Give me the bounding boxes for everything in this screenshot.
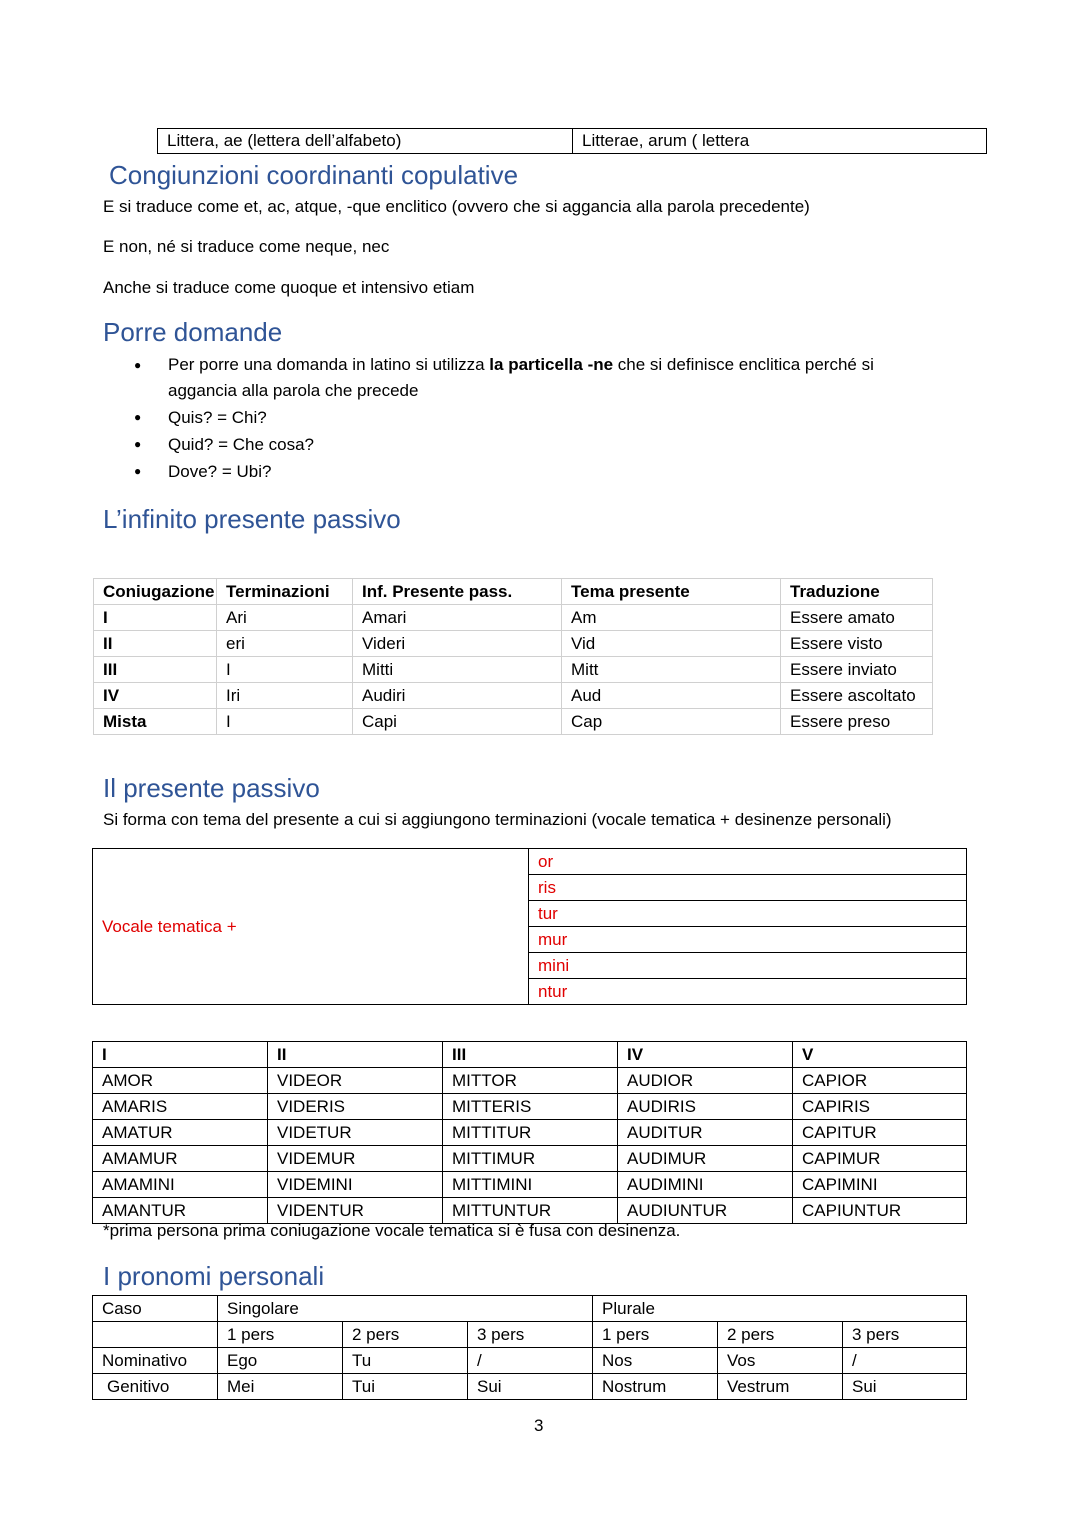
table-cell: AMARIS: [93, 1094, 268, 1120]
question-list: [102, 352, 1002, 485]
table-cell: I: [217, 709, 353, 735]
table-cell: AMOR: [93, 1068, 268, 1094]
table-cell: VIDENTUR: [268, 1198, 443, 1224]
table-cell: 2 pers: [343, 1322, 468, 1348]
table-cell: Essere amato: [781, 605, 933, 631]
table-cell: Iri: [217, 683, 353, 709]
table-header-row: [93, 1042, 967, 1068]
table-cell: Genitivo: [93, 1374, 218, 1400]
table-cell: CAPIUNTUR: [793, 1198, 967, 1224]
bold-phrase: la particella -ne: [489, 355, 614, 374]
table-cell: AUDIUNTUR: [618, 1198, 793, 1224]
paragraph: E si traduce come et, ac, atque, -que enclitico (ovvero che si aggancia alla parola precedente): [103, 197, 810, 216]
table-cell: AMATUR: [93, 1120, 268, 1146]
desinenza-cell: ris: [529, 875, 967, 901]
column-header: IV: [618, 1042, 793, 1068]
table-cell: Ari: [217, 605, 353, 631]
column-header: II: [268, 1042, 443, 1068]
table-cell: Essere visto: [781, 631, 933, 657]
table-cell: /: [468, 1348, 593, 1374]
word-pair-table: [157, 128, 987, 154]
column-header: V: [793, 1042, 967, 1068]
table-row: [93, 1348, 967, 1374]
list-item: ● Dove? = Ubi?: [102, 458, 1002, 485]
table-cell: Amari: [353, 605, 562, 631]
table-cell: Audiri: [353, 683, 562, 709]
column-header: Inf. Presente pass.: [353, 579, 562, 605]
table-cell: AUDITUR: [618, 1120, 793, 1146]
table-row: [94, 683, 933, 709]
table-cell: I: [94, 605, 217, 631]
section-title-pronomi: I pronomi personali: [103, 1261, 325, 1291]
pronomi-table: [92, 1295, 967, 1400]
list-item: ● Per porre una domanda in latino si utilizza la particella -ne che si definisce enclitica perché si aggancia alla parola che precede: [102, 352, 1002, 404]
page-number: 3: [534, 1416, 544, 1435]
paragraph: Si forma con tema del presente a cui si aggiungono terminazioni (vocale tematica + desinenze personali): [103, 810, 892, 829]
table-cell: CAPIRIS: [793, 1094, 967, 1120]
column-header: III: [443, 1042, 618, 1068]
table-cell: /: [843, 1348, 967, 1374]
table-cell: Mitt: [562, 657, 781, 683]
table-cell: Sui: [843, 1374, 967, 1400]
table-cell: CAPIMUR: [793, 1146, 967, 1172]
table-cell: 1 pers: [218, 1322, 343, 1348]
table-cell: Mei: [218, 1374, 343, 1400]
table-cell: CAPIOR: [793, 1068, 967, 1094]
list-item: ● Quis? = Chi?: [102, 404, 1002, 431]
table-cell: MITTIMUR: [443, 1146, 618, 1172]
table-cell: Capi: [353, 709, 562, 735]
table-cell: AUDIOR: [618, 1068, 793, 1094]
table-cell: Tu: [343, 1348, 468, 1374]
table-cell: MITTIMINI: [443, 1172, 618, 1198]
footnote: *prima persona prima coniugazione vocale tematica si è fusa con desinenza.: [103, 1221, 681, 1240]
desinenza-cell: tur: [529, 901, 967, 927]
table-cell: Nostrum: [593, 1374, 718, 1400]
column-header: I: [93, 1042, 268, 1068]
vocale-tematica-cell: Vocale tematica +: [93, 849, 529, 1005]
table-cell: Tui: [343, 1374, 468, 1400]
desinenza-cell: ntur: [529, 979, 967, 1005]
table-row: [93, 1172, 967, 1198]
table-cell: Am: [562, 605, 781, 631]
table-cell: VIDERIS: [268, 1094, 443, 1120]
table-cell: Plurale: [593, 1296, 967, 1322]
table-cell: Caso: [93, 1296, 218, 1322]
paragraph: E non, né si traduce come neque, nec: [103, 237, 390, 256]
column-header: Terminazioni: [217, 579, 353, 605]
table-cell: II: [94, 631, 217, 657]
table-row: [94, 709, 933, 735]
table-cell: [93, 1322, 218, 1348]
section-title-domande: Porre domande: [103, 317, 283, 347]
desinenza-cell: mur: [529, 927, 967, 953]
table-cell: Nominativo: [93, 1348, 218, 1374]
table-cell: VIDEMINI: [268, 1172, 443, 1198]
table-row: [94, 657, 933, 683]
table-row: [93, 1120, 967, 1146]
table-cell: Vestrum: [718, 1374, 843, 1400]
table-cell: MITTOR: [443, 1068, 618, 1094]
desinenza-cell: mini: [529, 953, 967, 979]
table-row: [93, 1374, 967, 1400]
table-cell: 3 pers: [468, 1322, 593, 1348]
infinito-table: [93, 578, 933, 735]
table-row: [93, 849, 967, 875]
table-cell: CAPITUR: [793, 1120, 967, 1146]
table-cell: Cap: [562, 709, 781, 735]
table-row: [93, 1146, 967, 1172]
table-header-row: [94, 579, 933, 605]
section-title-presente: Il presente passivo: [103, 773, 320, 803]
table-cell: 2 pers: [718, 1322, 843, 1348]
column-header: Tema presente: [562, 579, 781, 605]
table-cell: MITTITUR: [443, 1120, 618, 1146]
table-cell: Mitti: [353, 657, 562, 683]
table-row: [93, 1296, 967, 1322]
table-cell: Essere preso: [781, 709, 933, 735]
table-cell: AMANTUR: [93, 1198, 268, 1224]
table-cell: 3 pers: [843, 1322, 967, 1348]
table-row: [93, 1068, 967, 1094]
table-cell: AUDIMINI: [618, 1172, 793, 1198]
table-row: [93, 1322, 967, 1348]
table-row: [94, 631, 933, 657]
column-header: Traduzione: [781, 579, 933, 605]
column-header: Coniugazione: [94, 579, 217, 605]
table-cell: VIDETUR: [268, 1120, 443, 1146]
table-cell: Ego: [218, 1348, 343, 1374]
table-row: [94, 605, 933, 631]
desinenza-cell: or: [529, 849, 967, 875]
table-cell: AUDIMUR: [618, 1146, 793, 1172]
coniugazioni-table: [92, 1041, 967, 1224]
table-cell: Litterae, arum ( lettera: [573, 129, 987, 154]
table-cell: Singolare: [218, 1296, 593, 1322]
table-cell: MITTUNTUR: [443, 1198, 618, 1224]
table-row: [93, 1094, 967, 1120]
table-cell: VIDEOR: [268, 1068, 443, 1094]
table-cell: IV: [94, 683, 217, 709]
section-title-congiunzioni: Congiunzioni coordinanti copulative: [109, 160, 519, 190]
section-title-infinito: L’infinito presente passivo: [103, 504, 401, 534]
table-cell: Vos: [718, 1348, 843, 1374]
table-cell: AMAMUR: [93, 1146, 268, 1172]
table-cell: Mista: [94, 709, 217, 735]
table-cell: Vid: [562, 631, 781, 657]
table-cell: MITTERIS: [443, 1094, 618, 1120]
table-cell: I: [217, 657, 353, 683]
table-cell: Sui: [468, 1374, 593, 1400]
list-item: ● Quid? = Che cosa?: [102, 431, 1002, 458]
table-cell: Videri: [353, 631, 562, 657]
table-row: [158, 129, 987, 154]
table-cell: VIDEMUR: [268, 1146, 443, 1172]
table-cell: Essere inviato: [781, 657, 933, 683]
table-cell: Littera, ae (lettera dell’alfabeto): [158, 129, 573, 154]
desinenze-table: [92, 848, 967, 1005]
table-cell: CAPIMINI: [793, 1172, 967, 1198]
table-cell: eri: [217, 631, 353, 657]
table-cell: AUDIRIS: [618, 1094, 793, 1120]
table-cell: 1 pers: [593, 1322, 718, 1348]
table-cell: Essere ascoltato: [781, 683, 933, 709]
table-cell: Nos: [593, 1348, 718, 1374]
table-cell: Aud: [562, 683, 781, 709]
table-cell: AMAMINI: [93, 1172, 268, 1198]
table-cell: III: [94, 657, 217, 683]
paragraph: Anche si traduce come quoque et intensivo etiam: [103, 278, 475, 297]
